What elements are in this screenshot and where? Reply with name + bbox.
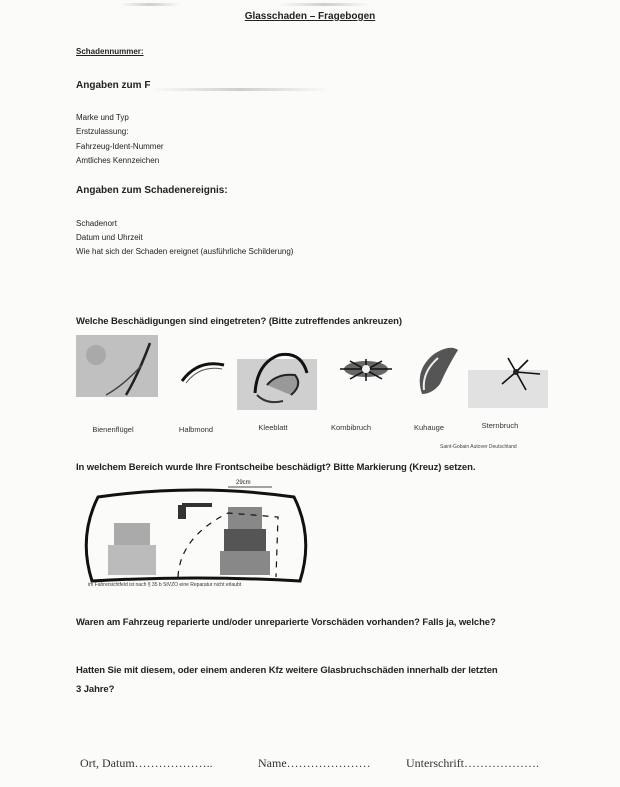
signature-place-date: Ort, Datum……………….. xyxy=(80,756,213,770)
damage-label-halbmond: Halbmond xyxy=(178,425,214,434)
windshield-measure: 29cm xyxy=(236,480,251,486)
incident-section-heading: Angaben zum Schadenereignis: xyxy=(76,185,228,196)
damage-label-sternbruch: Sternbruch xyxy=(481,421,519,430)
damage-image-kleeblatt xyxy=(237,345,317,410)
glass-history-question: Hatten Sie mit diesem, oder einem anderen Kfz weitere Glasbruchschäden innerhalb der letzten xyxy=(76,665,498,676)
image-credit: Saint-Gobain Autover Deutschland xyxy=(440,444,517,450)
damage-label-kuhauge: Kuhauge xyxy=(413,423,445,432)
area-question: In welchem Bereich wurde Ihre Frontscheibe beschädigt? Bitte Markierung (Kreuz) setzen. xyxy=(76,462,476,473)
signature-name: Name………………… xyxy=(258,756,371,770)
damage-image-sternbruch xyxy=(468,350,548,408)
damage-image-halbmond xyxy=(178,355,228,387)
field-license-plate: Amtliches Kennzeichen xyxy=(76,156,160,165)
damage-image-bienenfluegel xyxy=(76,335,158,397)
field-date-time: Datum und Uhrzeit xyxy=(76,233,143,242)
redaction-smear xyxy=(150,88,330,91)
field-description: Wie hat sich der Schaden ereignet (ausführliche Schilderung) xyxy=(76,247,294,256)
damage-question: Welche Beschädigungen sind eingetreten? (Bitte zutreffendes ankreuzen) xyxy=(76,316,402,327)
field-vin: Fahrzeug-Ident-Nummer xyxy=(76,142,164,151)
prior-damage-question: Waren am Fahrzeug reparierte und/oder unreparierte Vorschäden vorhanden? Falls ja, welche? xyxy=(76,617,496,628)
windshield-note: im Fahrersichtfeld ist nach § 35 b StVZO eine Reparatur nicht erlaubt xyxy=(88,582,242,588)
windshield-diagram xyxy=(78,477,314,594)
field-first-registration: Erstzulassung: xyxy=(76,127,129,136)
damage-label-kleeblatt: Kleeblatt xyxy=(258,423,288,432)
damage-image-kombibruch xyxy=(336,355,396,385)
damage-image-kuhauge xyxy=(410,340,462,398)
vehicle-section-heading: Angaben zum F xyxy=(76,80,151,91)
glass-history-question-cont: 3 Jahre? xyxy=(76,684,115,695)
page-title: Glasschaden – Fragebogen xyxy=(244,11,376,22)
field-make-model: Marke und Typ xyxy=(76,113,129,122)
scan-smear xyxy=(280,3,370,6)
claim-number-label: Schadennummer: xyxy=(76,47,144,56)
scan-smear xyxy=(120,3,180,6)
field-damage-location: Schadenort xyxy=(76,219,117,228)
damage-label-kombibruch: Kombibruch xyxy=(330,423,372,432)
signature-signature: Unterschrift………………. xyxy=(406,756,539,770)
damage-label-bienenfluegel: Bienenflügel xyxy=(92,425,134,434)
